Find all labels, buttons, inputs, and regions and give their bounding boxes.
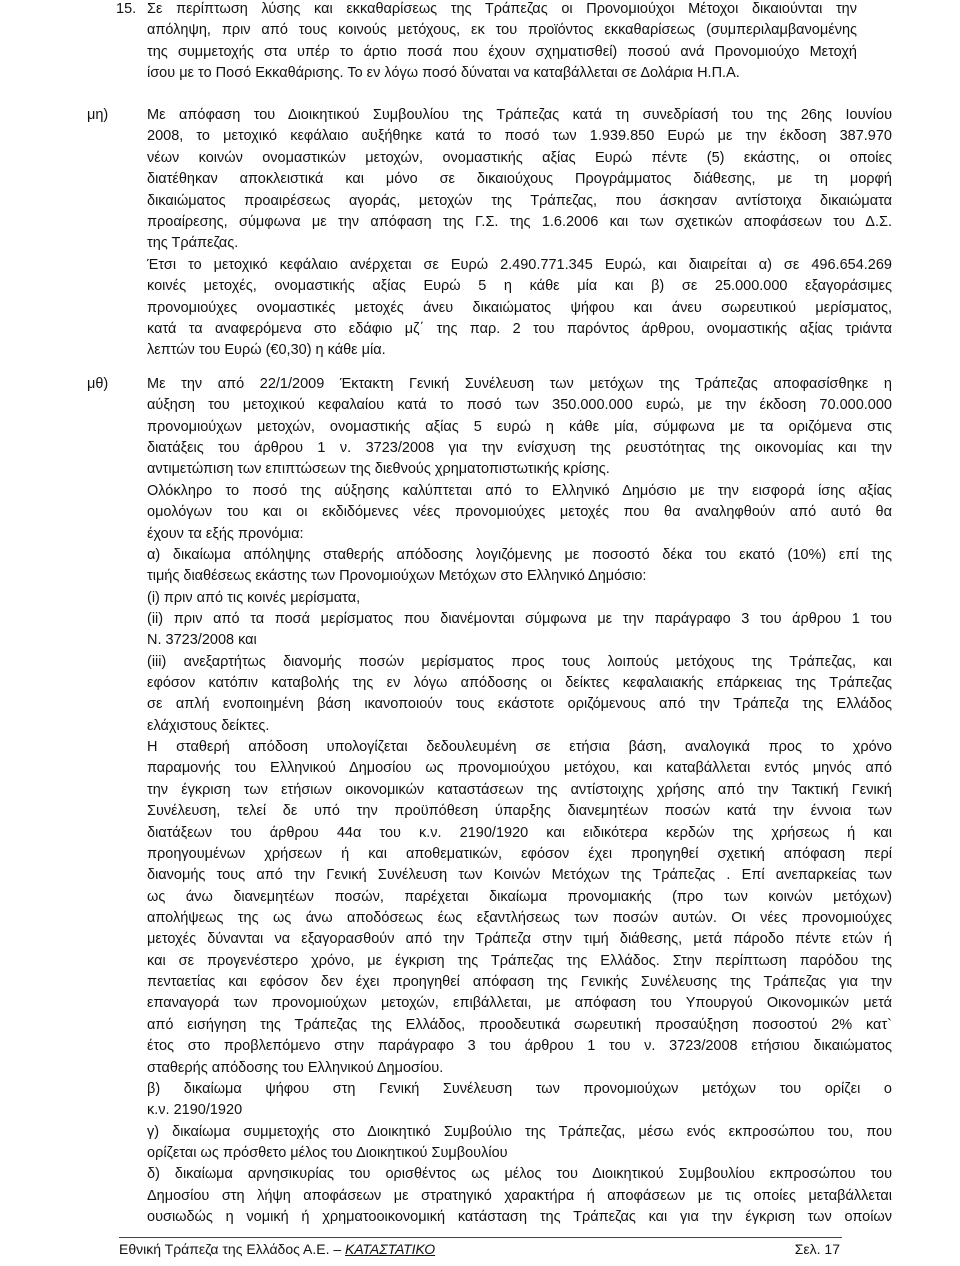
text-line: λεπτών του Ευρώ (€0,30) η κάθε μία.	[147, 342, 386, 358]
text-line: επαναγορά των προνομιούχων μετοχών, επιβάλλεται, με απόφαση του Υπουργού Οικονομικών μετά	[147, 995, 892, 1011]
text-line: γ) δικαίωμα συμμετοχής στο Διοικητικό Συμβούλιο της Τράπεζας, μέσω ενός εκπροσώπου του, που	[147, 1124, 892, 1140]
text-line: κ.ν. 2190/1920	[147, 1102, 243, 1118]
text-line: ορίζεται ως πρόσθετο μέλος του Διοικητικού Συμβουλίου	[147, 1145, 508, 1161]
text-line: εφόσον κατόπιν καταβολής της εν λόγω απόδοσης οι δείκτες κεφαλαιακής επάρκειας της Τράπεζας	[147, 675, 892, 691]
text-line: α) δικαίωμα απόληψης σταθερής απόδοσης λογιζόμενης με ποσοστό δέκα του εκατό (10%) επί της	[147, 547, 892, 563]
text-line: (ii) πριν από τα ποσά μερίσματος που διανέμονται σύμφωνα με την παράγραφο 3 του άρθρου 1 του	[147, 611, 892, 627]
text-line: (iii) ανεξαρτήτως διανομής ποσών μερίσματος προς τους λοιπούς μετόχους της Τράπεζας, και	[147, 654, 892, 670]
text-line: προνομιούχων μετοχών, ονομαστικής αξίας 5 ευρώ η κάθε μία, σύμφωνα με τα οριζόμενα στις	[147, 419, 892, 435]
text-line: Με απόφαση του Διοικητικού Συμβουλίου της Τράπεζας κατά τη συνεδρίασή του της 26ης Ιουνίου	[147, 107, 892, 123]
text-line: απόληψη, πριν από τους κοινούς μετόχους, εκ του προϊόντος εκκαθαρίσεως (συμπεριλαμβανομένης	[147, 22, 857, 38]
footer-title: Εθνική Τράπεζα της Ελλάδος Α.Ε. – ΚΑΤΑΣΤΑΤΙΚΟ	[119, 1241, 436, 1257]
text-line: παραμονής του Ελληνικού Δημοσίου ως προνομιούχου μετόχου, και καταβάλλεται εντός μηνός από	[147, 760, 892, 776]
text-line: (i) πριν από τις κοινές μερίσματα,	[147, 590, 361, 606]
footer-page-number: Σελ. 17	[794, 1241, 840, 1257]
text-line: ίσου με το Ποσό Εκκαθάρισης. Το εν λόγω ποσό δύναται να καταβάλλεται σε Δολάρια Η.Π.Α.	[147, 65, 740, 81]
text-line: διανομής τους από την Γενική Συνέλευση των Κοινών Μετόχων της Τράπεζας . Επί ανεπαρκείας των	[147, 867, 892, 883]
item-15-number: 15.	[116, 1, 137, 17]
text-line: ελάχιστους δείκτες.	[147, 718, 270, 734]
text-line: Δημοσίου στη λήψη αποφάσεων με στρατηγικό χαρακτήρα ή αποφάσεων με τις οποίες μεταβάλλεται	[147, 1188, 892, 1204]
text-line: δ) δικαίωμα αρνησικυρίας του ορισθέντος ως μέλος του Διοικητικού Συμβουλίου εκπροσώπου του	[147, 1166, 892, 1182]
text-line: προηγουμένων χρήσεων ή και αποθεματικών, εφόσον έχει προηγηθεί σχετική απόφαση περί	[147, 846, 892, 862]
text-line: δικαιώματος προαιρέσεως αγοράς, μετοχών της Τράπεζας, που άσκησαν αντίστοιχα δικαιώματα	[147, 193, 892, 209]
text-line: τιμής διαθέσεως εκάστης των Προνομιούχων Μετόχων στο Ελληνικό Δημόσιο:	[147, 568, 647, 584]
text-line: πενταετίας και εφόσον δεν έχει προηγηθεί απόφαση της Γενικής Συνέλευσης της Τράπεζας για την	[147, 974, 892, 990]
text-line: 2008, το μετοχικό κεφάλαιο αυξήθηκε κατά το ποσό των 1.939.850 Ευρώ με την έκδοση 387.970	[147, 128, 892, 144]
text-line: αύξηση του μετοχικού κεφαλαίου κατά το ποσό των 350.000.000 ευρώ, με την έκδοση 70.000.000	[147, 397, 892, 413]
text-line: ομολόγων του και οι εκδιδόμενες νέες προνομιούχες μετοχές που θα αναληφθούν από αυτό θα	[147, 504, 892, 520]
text-line: ως άνω διανεμητέων ποσών, παρέχεται δικαίωμα προνομιακής (προ των κοινών μετόχων)	[147, 889, 892, 905]
text-line: Με την από 22/1/2009 Έκτακτη Γενική Συνέλευση των μετόχων της Τράπεζας αποφασίσθηκε η	[147, 376, 892, 392]
text-line: απολήψεως της ως άνω αποδόσεως έως εξαντλήσεως των ποσών αυτών. Οι νέες προνομιούχες	[147, 910, 892, 926]
text-line: σε απλή ενοποιημένη βάση ικανοποιούν τους εκάστοτε οριζόμενους από την Τράπεζα της Ελλάδος	[147, 696, 892, 712]
text-line: Συνέλευση, τελεί δε υπό την προϋπόθεση ύπαρξης διανεμητέων ποσών κατά την έννοια των	[147, 803, 892, 819]
text-line: διατέθηκαν αποκλειστικά και μόνο σε δικαιούχους Προγράμματος διάθεσης, με τη μορφή	[147, 171, 892, 187]
text-line: της Τράπεζας.	[147, 235, 239, 251]
text-line: της συμμετοχής στα υπέρ το άρτιο ποσά που έχουν σχηματισθεί) ποσού ανά Προνομιούχο Μετοχή	[147, 44, 857, 60]
text-line: Ν. 3723/2008 και	[147, 632, 257, 648]
text-line: έχουν τα εξής προνόμια:	[147, 526, 304, 542]
text-line: Ολόκληρο το ποσό της αύξησης καλύπτεται από το Ελληνικό Δημόσιο με την εισφορά ίσης αξίας	[147, 483, 892, 499]
text-line: μετοχές δύνανται να εξαγορασθούν από την Τράπεζα στην τιμή διάθεσης, μετά πάροδο πέντε ετών ή	[147, 931, 892, 947]
text-line: σταθερής απόδοσης του Ελληνικού Δημοσίου.	[147, 1060, 444, 1076]
text-line: την έγκριση των ετήσιων οικονομικών καταστάσεων της αντίστοιχης χρήσης από την Τακτική Γενική	[147, 782, 892, 798]
item-mi-label: μη)	[87, 107, 109, 123]
text-line: από εισήγηση της Τράπεζας της Ελλάδος, προοδευτικά σωρευτική προσαύξηση ποσοστού 2% κατ`	[147, 1017, 892, 1033]
text-line: νέων κοινών ονομαστικών μετοχών, ονομαστικής αξίας Ευρώ πέντε (5) εκάστης, οι οποίες	[147, 150, 892, 166]
text-line: β) δικαίωμα ψήφου στη Γενική Συνέλευση των προνομιούχων μετόχων του ορίζει ο	[147, 1081, 892, 1097]
text-line: αντιμετώπιση των επιπτώσεων της διεθνούς χρηματοπιστωτικής κρίσης.	[147, 461, 610, 477]
text-line: Σε περίπτωση λύσης και εκκαθαρίσεως της Τράπεζας οι Προνομιούχοι Μέτοχοι δικαιούνται την	[147, 1, 857, 17]
text-line: Η σταθερή απόδοση υπολογίζεται δεδουλευμένη σε ετήσια βάση, αναλογικά προς το χρόνο	[147, 739, 892, 755]
footer-divider	[119, 1237, 842, 1238]
item-mth-label: μθ)	[87, 376, 109, 392]
text-line: προνομιούχες ονομαστικές μετοχές άνευ δικαιώματος ψήφου και άνευ σωρευτικού μερίσματος,	[147, 300, 892, 316]
text-line: και σε προγενέστερο χρόνο, με έγκριση της Τράπεζας της Ελλάδος. Στην περίπτωση παρόδου της	[147, 953, 892, 969]
text-line: διατάξεις του άρθρου 1 ν. 3723/2008 για την ενίσχυση της ρευστότητας της οικονομίας και την	[147, 440, 892, 456]
text-line: έτος στο προβλεπόμενο στην παράγραφο 3 του άρθρου 1 του ν. 3723/2008 ετήσιου δικαιώματος	[147, 1038, 892, 1054]
text-line: κοινές μετοχές, ονομαστικής αξίας Ευρώ 5 η κάθε μία και β) σε 25.000.000 εξαγοράσιμες	[147, 278, 892, 294]
footer-document-name: ΚΑΤΑΣΤΑΤΙΚΟ	[345, 1241, 436, 1257]
text-line: κατά τα αναφερόμενα στο εδάφιο μζ΄ της παρ. 2 του παρόντος άρθρου, ονομαστικής αξίας τριάντα	[147, 321, 892, 337]
text-line: ουσιωδώς η νομική ή χρηματοοικονομική κατάσταση της Τράπεζας και για την έγκριση των οποίων	[147, 1209, 892, 1225]
text-line: διατάξεων του άρθρου 44α του κ.ν. 2190/1920 και ειδικότερα κερδών της χρήσεως ή και	[147, 825, 892, 841]
text-line: Έτσι το μετοχικό κεφάλαιο ανέρχεται σε Ευρώ 2.490.771.345 Ευρώ, και διαιρείται α) σε 496.654.269	[147, 257, 892, 273]
text-line: προαίρεσης, σύμφωνα με την απόφαση της Γ.Σ. της 1.6.2006 και των σχετικών αποφάσεων του Δ.Σ.	[147, 214, 892, 230]
